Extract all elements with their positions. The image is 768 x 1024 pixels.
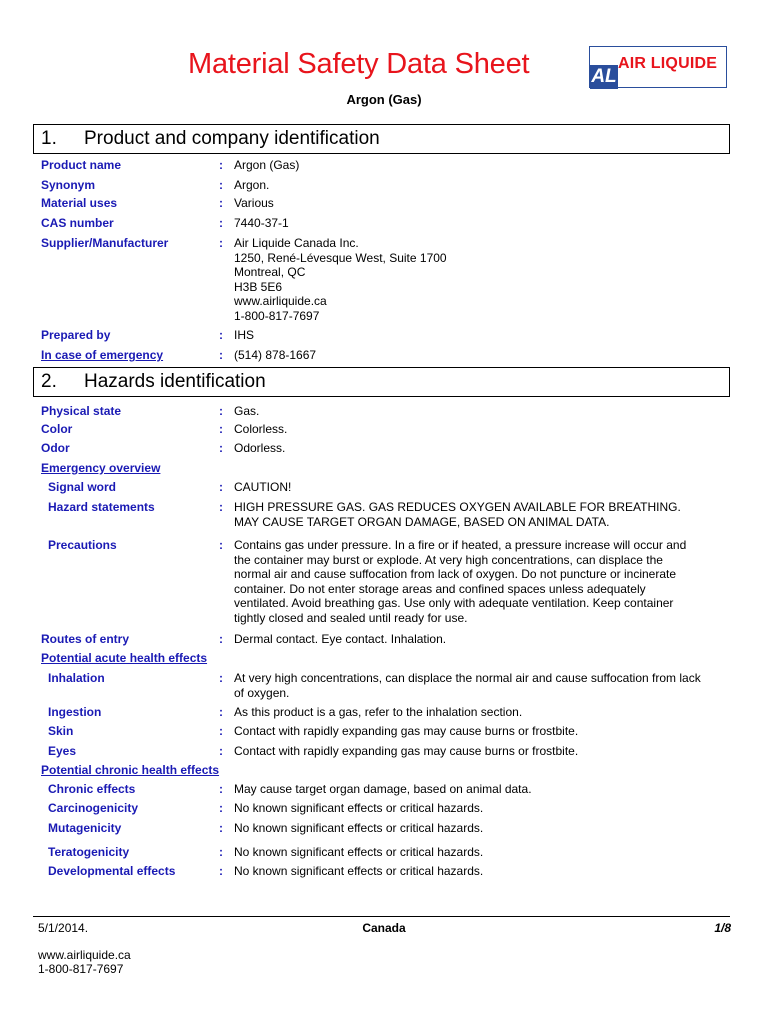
colon-separator: : [219, 724, 223, 738]
field-value: Argon (Gas) [234, 158, 300, 172]
field-value: Dermal contact. Eye contact. Inhalation. [234, 632, 447, 646]
field-value: Argon. [234, 178, 270, 192]
field-label: Developmental effects [48, 864, 176, 878]
footer-phone: 1-800-817-7697 [38, 962, 124, 976]
field-label: Teratogenicity [48, 845, 130, 859]
field-label: CAS number [41, 216, 114, 230]
field-label: Ingestion [48, 705, 102, 719]
colon-separator: : [219, 864, 223, 878]
colon-separator: : [219, 236, 223, 250]
colon-separator: : [219, 158, 223, 172]
page-number: 1/8 [714, 921, 731, 935]
field-label: Eyes [48, 744, 77, 758]
section-1-header [33, 124, 730, 154]
field-label: Signal word [48, 480, 117, 494]
field-value: 7440-37-1 [234, 216, 289, 230]
footer-divider [33, 916, 730, 917]
field-label: Physical state [41, 404, 122, 418]
hazard-line: HIGH PRESSURE GAS. GAS REDUCES OXYGEN AVAILABLE FOR BREATHING. [234, 500, 681, 514]
field-label: Color [41, 422, 73, 436]
field-label: Carcinogenicity [48, 801, 139, 815]
field-label: Supplier/Manufacturer [41, 236, 169, 250]
field-value: Colorless. [234, 422, 288, 436]
colon-separator: : [219, 500, 223, 514]
acute-effects-link[interactable]: Potential acute health effects [41, 651, 208, 665]
field-label: Material uses [41, 196, 118, 210]
section-2-title: Hazards identification [84, 371, 266, 392]
colon-separator: : [219, 744, 223, 758]
product-subtitle: Argon (Gas) [346, 92, 422, 107]
supplier-street: 1250, René-Lévesque West, Suite 1700 [234, 250, 447, 265]
precaution-line: normal air and cause suffocation from lack of oxygen. Do not puncture or incinerate [234, 567, 677, 581]
section-1-number: 1. [41, 128, 57, 149]
colon-separator: : [219, 216, 223, 230]
field-label: Synonym [41, 178, 96, 192]
precaution-line: the container may burst or explode. At very high concentrations, can displace the [234, 552, 663, 567]
precaution-line: tightly closed and sealed until ready for use. [234, 610, 468, 625]
colon-separator: : [219, 328, 223, 342]
field-value: No known significant effects or critical hazards. [234, 801, 484, 815]
footer-country: Canada [362, 921, 406, 935]
field-value: At very high concentrations, can displace the normal air and cause suffocation from lack [234, 671, 701, 685]
field-value: Various [234, 196, 274, 210]
field-label: Hazard statements [48, 500, 155, 514]
field-value: of oxygen. [234, 685, 290, 700]
field-label: Mutagenicity [48, 821, 122, 835]
colon-separator: : [219, 845, 223, 859]
supplier-name: Air Liquide Canada Inc. [234, 236, 359, 250]
field-label: Precautions [48, 538, 117, 552]
supplier-postal-code: H3B 5E6 [234, 279, 283, 294]
air-liquide-logo [589, 46, 727, 88]
hazard-line: MAY CAUSE TARGET ORGAN DAMAGE, BASED ON ANIMAL DATA. [234, 514, 610, 529]
emergency-overview-link[interactable]: Emergency overview [41, 461, 161, 475]
section-1-title: Product and company identification [84, 128, 380, 149]
field-value: No known significant effects or critical hazards. [234, 821, 484, 835]
document-title: Material Safety Data Sheet [188, 48, 530, 80]
field-label: Routes of entry [41, 632, 130, 646]
colon-separator: : [219, 632, 223, 646]
colon-separator: : [219, 705, 223, 719]
field-value: Contact with rapidly expanding gas may cause burns or frostbite. [234, 744, 579, 758]
colon-separator: : [219, 196, 223, 210]
field-value: May cause target organ damage, based on animal data. [234, 782, 532, 796]
colon-separator: : [219, 178, 223, 192]
logo-mark-icon: AL [591, 66, 617, 87]
colon-separator: : [219, 782, 223, 796]
emergency-link[interactable]: In case of emergency [41, 348, 164, 362]
field-label: Skin [48, 724, 74, 738]
footer-website[interactable]: www.airliquide.ca [38, 948, 131, 962]
colon-separator: : [219, 821, 223, 835]
field-label: Odor [41, 441, 70, 455]
field-value: (514) 878-1667 [234, 348, 317, 362]
colon-separator: : [219, 348, 223, 362]
field-value: Odorless. [234, 441, 286, 455]
field-value: Contact with rapidly expanding gas may cause burns or frostbite. [234, 724, 579, 738]
colon-separator: : [219, 422, 223, 436]
supplier-website: www.airliquide.ca [234, 294, 327, 308]
colon-separator: : [219, 404, 223, 418]
field-label: Chronic effects [48, 782, 136, 796]
field-value: Gas. [234, 404, 260, 418]
colon-separator: : [219, 671, 223, 685]
colon-separator: : [219, 538, 223, 552]
field-value: No known significant effects or critical hazards. [234, 864, 484, 878]
precaution-line: Contains gas under pressure. In a fire or if heated, a pressure increase will occur and [234, 538, 687, 552]
supplier-phone: 1-800-817-7697 [234, 308, 320, 323]
field-label: Prepared by [41, 328, 111, 342]
field-value: IHS [234, 328, 255, 342]
chronic-effects-link[interactable]: Potential chronic health effects [41, 763, 220, 777]
field-label: Inhalation [48, 671, 105, 685]
precaution-line: ventilated. Avoid breathing gas. Use only with adequate ventilation. Keep container [234, 596, 674, 610]
section-2-number: 2. [41, 371, 57, 392]
field-value: As this product is a gas, refer to the inhalation section. [234, 705, 523, 719]
footer-date: 5/1/2014. [38, 921, 89, 935]
field-value: No known significant effects or critical hazards. [234, 845, 484, 859]
colon-separator: : [219, 801, 223, 815]
colon-separator: : [219, 441, 223, 455]
logo-text: AIR LIQUIDE [618, 55, 718, 72]
section-2-header [33, 367, 730, 397]
field-label: Product name [41, 158, 122, 172]
field-value: CAUTION! [234, 480, 292, 494]
supplier-city: Montreal, QC [234, 265, 306, 279]
precaution-line: container. Do not enter storage areas and confined spaces unless adequately [234, 581, 646, 596]
colon-separator: : [219, 480, 223, 494]
